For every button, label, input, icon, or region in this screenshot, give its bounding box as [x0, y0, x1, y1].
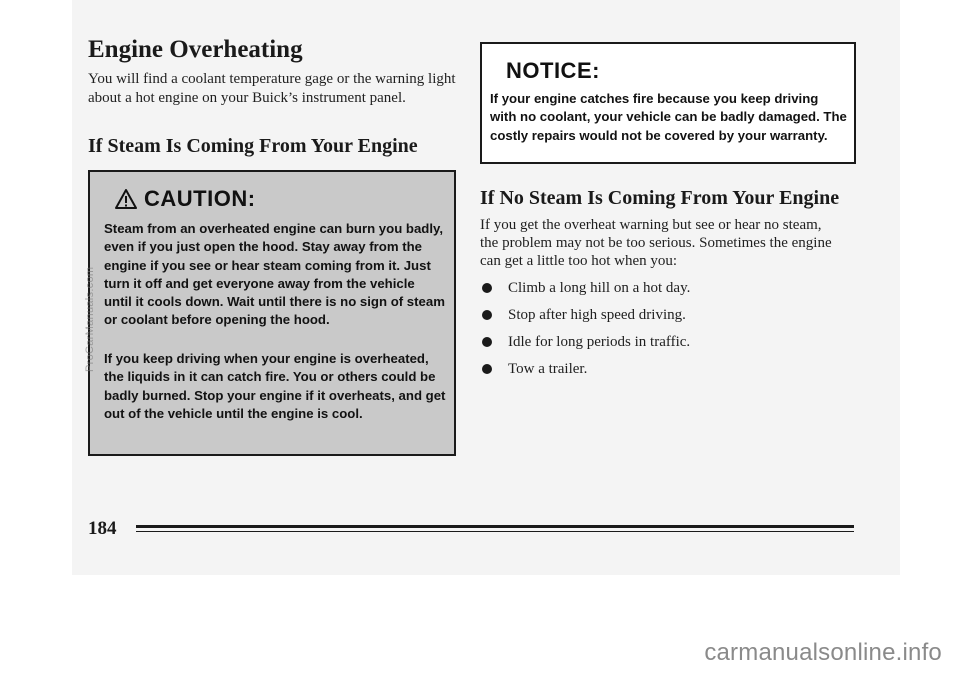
notice-box	[480, 42, 856, 164]
footer-rule-thin	[136, 531, 854, 532]
list-item	[480, 276, 840, 300]
notice-title: NOTICE:	[506, 58, 600, 83]
list-item-text: Idle for long periods in traffic.	[508, 334, 691, 350]
no-steam-subheading: If No Steam Is Coming From Your Engine	[480, 187, 840, 209]
list-item-text: Climb a long hill on a hot day.	[508, 280, 691, 296]
bullet-icon	[482, 310, 492, 320]
list-item-text: Stop after high speed driving.	[508, 307, 686, 323]
caution-box	[88, 170, 456, 456]
page-number: 184	[88, 518, 117, 539]
bullet-icon	[482, 283, 492, 293]
caution-paragraph-2: If you keep driving when your engine is overheated, the liquids in it can catch fire. You or others could be badly burned. Stop your engine if it overheats, and get out of the vehicle until the engine is cool.	[104, 351, 446, 421]
caution-header	[114, 186, 256, 212]
list-item	[480, 357, 840, 381]
site-watermark: carmanualsonline.info	[704, 639, 942, 666]
side-watermark: ProCarManuals.com	[84, 266, 96, 372]
footer-rule-thick	[136, 525, 854, 528]
caution-title: CAUTION:	[144, 186, 256, 211]
list-item	[480, 330, 840, 354]
intro-paragraph: You will find a coolant temperature gage or the warning light about a hot engine on your Buick’s instrument panel.	[88, 71, 456, 106]
notice-text: If your engine catches fire because you keep driving with no coolant, your vehicle can be badly damaged. The costly repairs would not be covered by your warranty.	[490, 91, 847, 143]
steam-subheading: If Steam Is Coming From Your Engine	[88, 135, 418, 157]
list-item	[480, 303, 840, 327]
no-steam-intro: If you get the overheat warning but see or hear no steam, the problem may not be too serious. Sometimes the engine can get a little too hot when you:	[480, 217, 832, 269]
overheat-causes-list	[480, 276, 840, 384]
caution-paragraph-1: Steam from an overheated engine can burn you badly, even if you just open the hood. Stay away from the engine if you see or hear steam coming from it. Just turn it off and get everyone away from the vehicle until it cools down. Wait until there is no sign of steam or coolant before opening the hood.	[104, 221, 445, 328]
bullet-icon	[482, 337, 492, 347]
warning-triangle-icon	[114, 188, 138, 210]
page-footer	[88, 518, 854, 538]
bullet-icon	[482, 364, 492, 374]
list-item-text: Tow a trailer.	[508, 361, 588, 377]
page-title: Engine Overheating	[88, 36, 303, 63]
